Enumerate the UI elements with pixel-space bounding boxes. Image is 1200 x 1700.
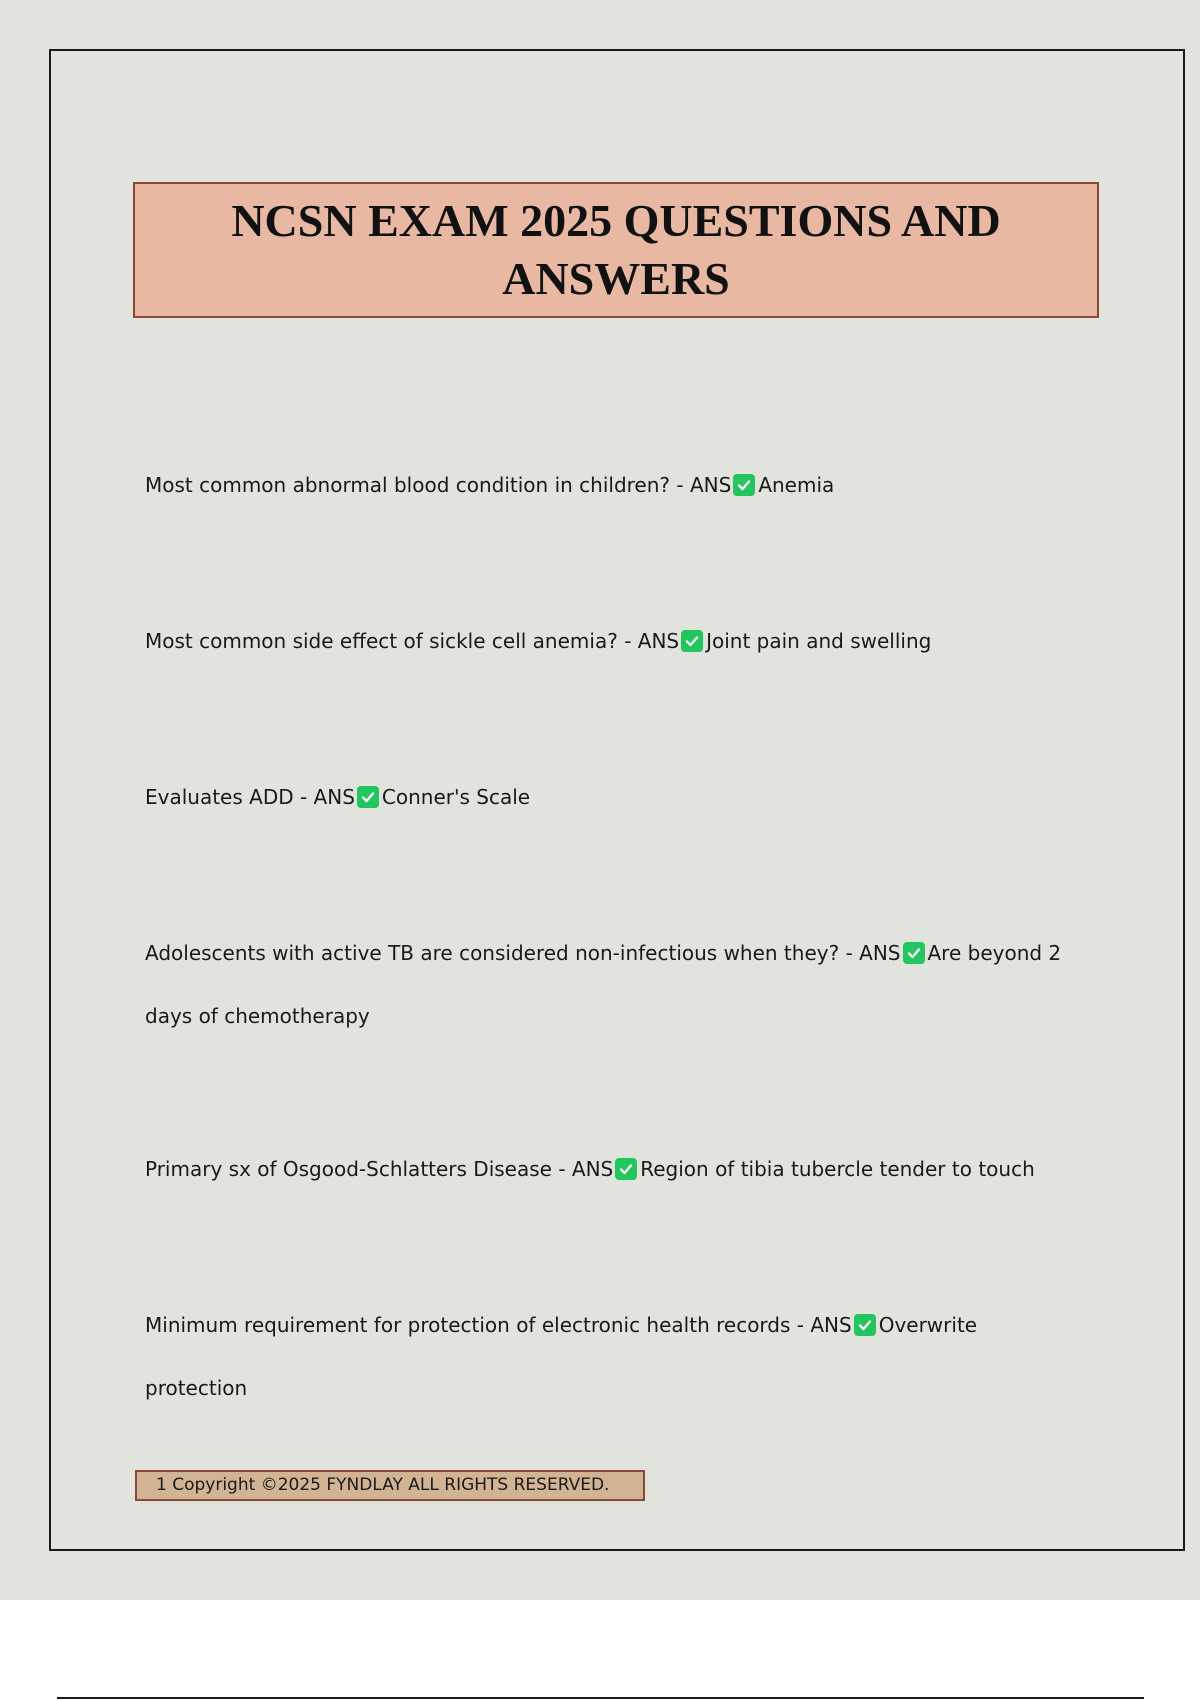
qa-item bbox=[145, 454, 1065, 517]
answer-separator: - ANS bbox=[299, 785, 355, 809]
checkmark-icon bbox=[903, 942, 925, 964]
question-text: Most common side effect of sickle cell anemia? bbox=[145, 629, 618, 653]
bottom-divider bbox=[57, 1697, 1144, 1699]
answer-separator: - ANS bbox=[796, 1313, 852, 1337]
answer-text: Conner's Scale bbox=[381, 785, 531, 809]
checkmark-icon bbox=[854, 1314, 876, 1336]
checkmark-icon bbox=[733, 474, 755, 496]
question-text: Minimum requirement for protection of electronic health records bbox=[145, 1313, 791, 1337]
answer-separator: - ANS bbox=[624, 629, 680, 653]
document-title: NCSN EXAM 2025 QUESTIONS AND ANSWERS bbox=[231, 195, 1001, 304]
answer-separator: - ANS bbox=[676, 473, 732, 497]
qa-item bbox=[145, 1138, 1065, 1201]
qa-item bbox=[145, 610, 1065, 673]
qa-item bbox=[145, 766, 1065, 829]
question-text: Adolescents with active TB are considered non-infectious when they? bbox=[145, 941, 840, 965]
qa-item bbox=[145, 1294, 1065, 1420]
question-text: Most common abnormal blood condition in children? bbox=[145, 473, 671, 497]
copyright-footer: 1 Copyright ©2025 FYNDLAY ALL RIGHTS RESERVED. bbox=[135, 1470, 645, 1501]
answer-separator: - ANS bbox=[845, 941, 901, 965]
checkmark-icon bbox=[615, 1158, 637, 1180]
answer-text: Joint pain and swelling bbox=[706, 629, 932, 653]
answer-separator: - ANS bbox=[558, 1157, 614, 1181]
qa-item bbox=[145, 922, 1065, 1048]
checkmark-icon bbox=[681, 630, 703, 652]
answer-text: Are beyond 2 days of chemotherapy bbox=[145, 941, 1062, 1028]
title-banner bbox=[133, 182, 1099, 318]
answer-text: Region of tibia tubercle tender to touch bbox=[640, 1157, 1035, 1181]
answer-text: Overwrite protection bbox=[145, 1313, 978, 1400]
question-text: Primary sx of Osgood-Schlatters Disease bbox=[145, 1157, 552, 1181]
answer-text: Anemia bbox=[758, 473, 835, 497]
question-text: Evaluates ADD bbox=[145, 785, 294, 809]
checkmark-icon bbox=[357, 786, 379, 808]
